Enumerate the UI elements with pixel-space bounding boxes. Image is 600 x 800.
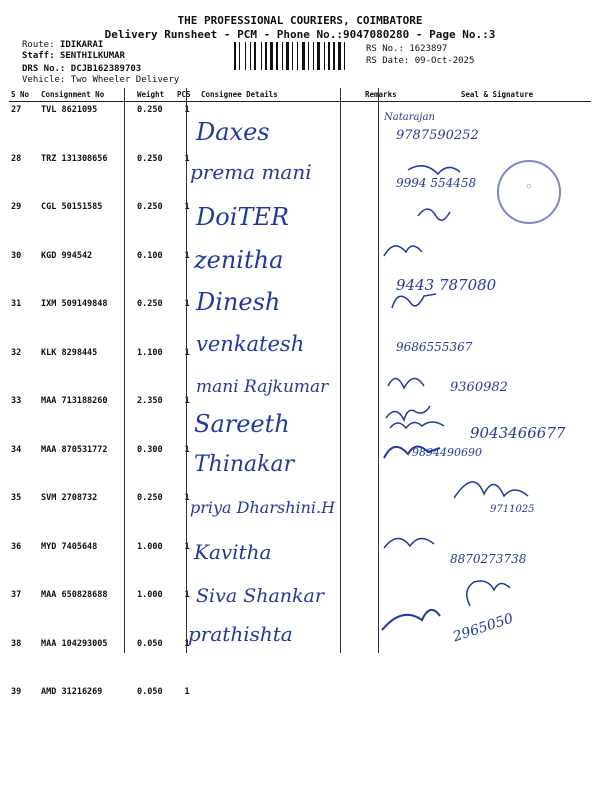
cell-pcs: 1 xyxy=(184,687,190,697)
cell-weight: 2.350 xyxy=(137,396,163,406)
barcode-bar xyxy=(261,42,262,70)
company-seal: ◯ xyxy=(497,160,561,224)
barcode-bar xyxy=(297,42,298,70)
route-label: Route: xyxy=(22,40,55,50)
barcode xyxy=(234,42,360,70)
cell-sno: 36 xyxy=(11,541,22,552)
signature-scribble xyxy=(467,581,510,606)
drs-label: DRS No.: xyxy=(22,64,66,74)
staff-line xyxy=(22,51,125,61)
cell-consignment: MAA 713188260 xyxy=(41,396,108,406)
cell-weight: 1.100 xyxy=(137,347,163,358)
cell-pcs: 1 xyxy=(184,347,190,358)
barcode-bar xyxy=(270,42,273,70)
barcode-bar xyxy=(276,42,278,70)
cell-pcs: 1 xyxy=(184,638,190,649)
vehicle-label: Vehicle: xyxy=(22,75,66,85)
rs-number: RS No.: 1623897 xyxy=(366,44,448,54)
cell-consignee xyxy=(199,684,363,733)
cell-sno: 30 xyxy=(11,250,22,261)
column-divider xyxy=(340,88,341,653)
signature-scribble xyxy=(388,378,424,388)
cell-pcs: 1 xyxy=(184,153,190,164)
handwritten-name: DoiTER xyxy=(196,203,289,231)
cell-weight: 0.250 xyxy=(137,153,163,164)
handwritten-name: Sareeth xyxy=(194,410,290,438)
cell-sno: 34 xyxy=(11,444,22,455)
barcode-bar xyxy=(308,42,309,70)
barcode-bar xyxy=(326,42,327,70)
handwritten-name: Dinesh xyxy=(196,288,281,316)
barcode-bar xyxy=(290,42,291,70)
cell-sno: 37 xyxy=(11,590,22,600)
cell-consignment: AMD 31216269 xyxy=(41,687,103,697)
handwritten-name: priya Dharshini.H xyxy=(190,498,336,517)
barcode-bar xyxy=(336,42,337,70)
cell-consignment: MAA 870531772 xyxy=(41,444,108,455)
signature-phone: 9686555367 xyxy=(396,340,473,354)
cell-consignment: CGL 50151585 xyxy=(41,202,103,212)
cell-consignment: SVM 2708732 xyxy=(41,493,98,503)
signature-phone: 8870273738 xyxy=(450,552,527,566)
signature-phone: 9711025 xyxy=(490,504,535,515)
cell-weight: 0.250 xyxy=(137,299,163,309)
barcode-bar xyxy=(241,42,244,70)
handwritten-name: prema mani xyxy=(190,160,312,184)
cell-pcs: 1 xyxy=(184,250,190,261)
route-value: IDIKARAI xyxy=(59,40,104,50)
cell-consignment: TRZ 131308656 xyxy=(41,153,108,164)
barcode-bar xyxy=(282,42,283,70)
drs-value: DCJB162389703 xyxy=(70,64,142,74)
cell-sno: 32 xyxy=(11,347,22,358)
signature-phone: 2965050 xyxy=(451,610,516,646)
column-divider xyxy=(186,88,187,653)
cell-consignment: MYD 7405648 xyxy=(41,541,98,552)
cell-sno: 31 xyxy=(11,299,22,309)
signature-phone: 9360982 xyxy=(450,380,508,395)
barcode-bar xyxy=(315,42,316,70)
cell-pcs: 1 xyxy=(184,105,190,115)
col-header-remarks: Remarks xyxy=(363,88,403,102)
cell-seal xyxy=(403,684,591,733)
cell-pcs: 1 xyxy=(184,444,190,455)
barcode-bar xyxy=(257,42,260,70)
signature-scribble xyxy=(418,209,450,220)
cell-weight: 0.100 xyxy=(137,250,163,261)
cell-remarks xyxy=(363,684,403,733)
cell-consignment: MAA 650828688 xyxy=(41,590,108,600)
col-header-consignee: Consignee Details xyxy=(199,88,363,102)
barcode-bar xyxy=(237,42,238,70)
barcode-bar xyxy=(284,42,285,70)
vehicle-line xyxy=(22,75,179,85)
cell-pcs: 1 xyxy=(184,299,190,309)
cell-pcs: 1 xyxy=(184,590,190,600)
barcode-bar xyxy=(292,42,293,70)
barcode-bar xyxy=(247,42,249,70)
handwritten-name: mani Rajkumar xyxy=(196,377,329,397)
barcode-bar xyxy=(313,42,314,70)
signature-scribble xyxy=(384,246,422,256)
cell-sno: 39 xyxy=(11,687,22,697)
barcode-bar xyxy=(342,42,343,70)
signature-scribble xyxy=(390,422,444,428)
handwritten-name: Kavitha xyxy=(194,540,272,564)
barcode-bar xyxy=(245,42,246,70)
handwritten-name: prathishta xyxy=(188,622,293,646)
rs-date: RS Date: 09-Oct-2025 xyxy=(366,56,475,66)
barcode-bar xyxy=(346,42,348,70)
signature-scribble xyxy=(392,294,436,308)
barcode-bar xyxy=(274,42,275,70)
drs-line xyxy=(22,64,141,74)
barcode-bar xyxy=(310,42,312,70)
table-row xyxy=(9,684,591,733)
signature-scribble xyxy=(454,482,528,498)
vehicle-value: Two Wheeler Delivery xyxy=(70,75,180,85)
cell-weight: 1.000 xyxy=(137,541,163,552)
cell-sno: 33 xyxy=(11,396,22,406)
barcode-bar xyxy=(250,42,251,70)
runsheet-subtitle: Delivery Runsheet - PCM - Phone No.:9047080280 - Page No.:3 xyxy=(104,28,496,41)
barcode-bar xyxy=(331,42,332,70)
company-title: THE PROFESSIONAL COURIERS, COIMBATORE xyxy=(177,14,423,27)
route-line xyxy=(22,40,103,50)
barcode-bar xyxy=(321,42,323,70)
cell-pcs: 1 xyxy=(184,493,190,503)
handwritten-name: venkatesh xyxy=(196,332,305,356)
signature-phone: 9443 787080 xyxy=(396,276,497,294)
signature-phone: 9994 554458 xyxy=(396,176,477,190)
signature-phone: 9787590252 xyxy=(396,128,479,143)
cell-consignment: IXM 509149848 xyxy=(41,299,108,309)
col-header-consignment: Consignment No xyxy=(39,88,135,102)
signature-scribble xyxy=(386,406,430,420)
barcode-bar xyxy=(306,42,307,70)
signature-phone: 9043466677 xyxy=(470,424,566,442)
barcode-bar xyxy=(254,42,256,70)
signature-scribble xyxy=(408,166,460,174)
cell-pcs: 1 xyxy=(184,396,190,406)
cell-weight: 0.050 xyxy=(137,638,163,649)
cell-consignment: TVL 8621095 xyxy=(41,105,98,115)
barcode-bar xyxy=(234,42,236,70)
cell-weight: 1.000 xyxy=(137,590,163,600)
cell-sno: 38 xyxy=(11,638,22,649)
cell-weight: 0.300 xyxy=(137,444,163,455)
handwritten-name: zenitha xyxy=(194,246,284,274)
staff-value: SENTHILKUMAR xyxy=(59,51,125,61)
cell-pcs: 1 xyxy=(184,541,190,552)
barcode-bar xyxy=(268,42,269,70)
barcode-bar xyxy=(239,42,240,70)
col-header-sno: S No xyxy=(9,88,39,102)
cell-consignment: MAA 104293005 xyxy=(41,638,108,649)
cell-weight: 0.250 xyxy=(137,202,163,212)
cell-weight: 0.250 xyxy=(137,105,163,115)
barcode-bar xyxy=(324,42,325,70)
barcode-bar xyxy=(338,42,341,70)
handwritten-name: Daxes xyxy=(196,118,270,146)
handwritten-name: Siva Shankar xyxy=(196,585,324,607)
signature-text: Natarajan xyxy=(384,112,435,123)
barcode-bar xyxy=(252,42,253,70)
barcode-bar xyxy=(328,42,330,70)
cell-weight: 0.250 xyxy=(137,493,163,503)
barcode-bar xyxy=(263,42,264,70)
barcode-bar xyxy=(265,42,267,70)
staff-label: Staff: xyxy=(22,51,55,61)
signature-phone: 9894490690 xyxy=(412,446,482,459)
col-header-pcs: PCS xyxy=(175,88,199,102)
barcode-bar xyxy=(279,42,281,70)
cell-sno: 35 xyxy=(11,493,22,503)
barcode-bar xyxy=(317,42,320,70)
column-divider xyxy=(124,88,125,653)
barcode-bar xyxy=(286,42,289,70)
cell-sno: 29 xyxy=(11,202,22,212)
cell-sno: 27 xyxy=(11,105,22,115)
handwritten-name: Thinakar xyxy=(194,452,295,477)
cell-pcs: 1 xyxy=(184,202,190,212)
barcode-bar xyxy=(299,42,301,70)
cell-consignment: KLK 8298445 xyxy=(41,347,98,358)
signature-scribble xyxy=(384,538,434,548)
signature-scribble xyxy=(382,610,440,630)
cell-consignment: KGD 994542 xyxy=(41,250,93,261)
cell-weight: 0.050 xyxy=(137,687,163,697)
barcode-bar xyxy=(333,42,335,70)
barcode-bar xyxy=(302,42,305,70)
col-header-seal: Seal & Signature xyxy=(403,88,591,102)
signature-scribble xyxy=(384,446,440,458)
barcode-bar xyxy=(294,42,296,70)
barcode-bar xyxy=(344,42,345,70)
col-header-weight: Weight xyxy=(135,88,175,102)
cell-sno: 28 xyxy=(11,153,22,164)
